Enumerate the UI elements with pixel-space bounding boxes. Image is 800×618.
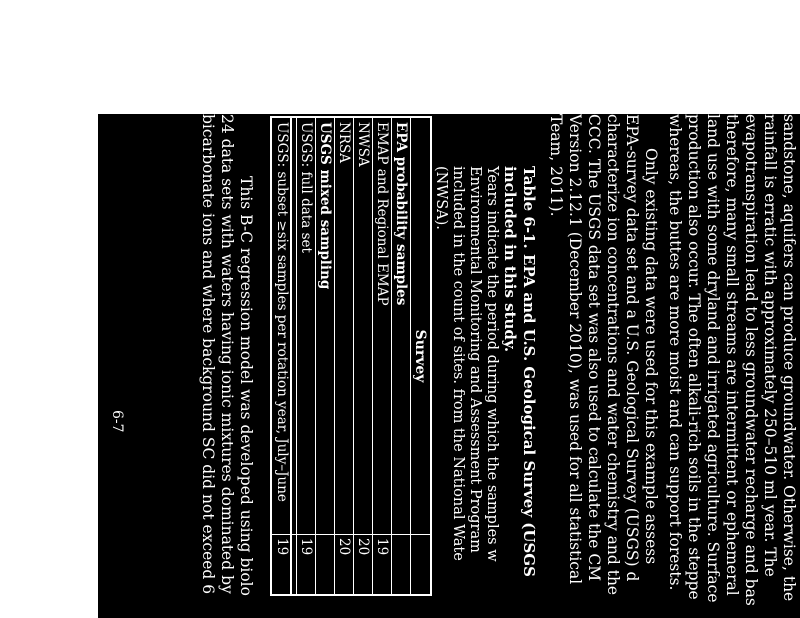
body-line-6: production also occur. The often alkali-rich soils in the steppe	[685, 114, 703, 600]
scanned-page	[98, 114, 800, 618]
table-cell-survey: USGS: full data set	[298, 122, 314, 253]
caption-line-4: (NWSA).	[432, 166, 449, 230]
para3-line-3: bicarbonate ions and where background SC did not exceed 6	[199, 114, 217, 595]
body-line-5: land use with some dryland and irrigated agriculture. Surface	[704, 114, 722, 603]
para3-line-2: 24 data sets with waters having ionic mixtures dominated by	[218, 114, 236, 594]
para2-line-1: Only existing data were used for this example assess	[642, 148, 660, 565]
table-row	[334, 118, 353, 594]
table-header-survey: Survey	[410, 118, 430, 594]
page-number: 6-7	[109, 410, 125, 433]
table-cell-survey: EPA probability samples	[393, 122, 409, 306]
table-cell-survey: USGS mixed sampling	[317, 122, 333, 290]
table-caption	[432, 166, 538, 618]
para2-line-5: Version 2.12.1 (December 2010), was used for all statistical	[566, 114, 584, 585]
table-cell-year: 20	[355, 538, 371, 556]
table-row	[353, 118, 372, 594]
table-cell-year: 19	[274, 538, 290, 556]
caption-line-2: Environmental Monitoring and Assessment Program	[466, 166, 483, 553]
survey-table	[290, 116, 432, 596]
para2-line-6: Team, 2011).	[547, 114, 565, 217]
caption-title: Table 6-1. EPA and U.S. Geological Survey (USGS	[520, 166, 538, 577]
table-cell-survey: EMAP and Regional EMAP	[374, 122, 390, 306]
table-row	[315, 118, 334, 594]
rotated-content	[98, 114, 800, 618]
table-cell-survey: USGS: subset ≥six samples per rotation year, July–June	[274, 122, 290, 502]
body-line-1: sandstone, aquifers can produce groundwater. Otherwise, the	[780, 114, 798, 602]
table-row	[296, 118, 315, 594]
para2-line-3: characterize ion concentrations and water chemistry and the	[604, 114, 622, 596]
table-cell-survey: NWSA	[355, 122, 371, 167]
body-line-7: whereas, the buttes are more moist and can support forests.	[666, 114, 684, 591]
body-line-4: therefore, many small streams are intermittent or ephemeral	[723, 114, 741, 596]
caption-line-1: Years indicate the period during which the samples w	[483, 166, 500, 562]
para2-line-2: EPA-survey data set and a U.S. Geological Survey (USGS) d	[623, 114, 641, 582]
table-cell-year: 20	[336, 538, 352, 556]
table-row	[372, 118, 391, 594]
para3-line-1: This B-C regression model was developed using biolo	[237, 176, 255, 596]
body-line-3: evapotranspiration lead to less groundwater recharge and bas	[742, 114, 760, 606]
table-cell-survey: NRSA	[336, 122, 352, 163]
caption-title-cont: included in this study.	[500, 166, 519, 353]
caption-line-3: included in the count of sites. from the National Wate	[449, 166, 466, 561]
table-cell-year: 19	[298, 538, 314, 556]
body-line-2: rainfall is erratic with approximately 250–510 ml year. The	[761, 114, 779, 577]
table-row	[272, 118, 291, 594]
survey-table-last-row	[270, 116, 292, 596]
table-cell-year: 19	[374, 538, 390, 556]
para2-line-4: CCC. The USGS data set was also used to calculate the CM	[585, 114, 603, 582]
table-row	[391, 118, 410, 594]
